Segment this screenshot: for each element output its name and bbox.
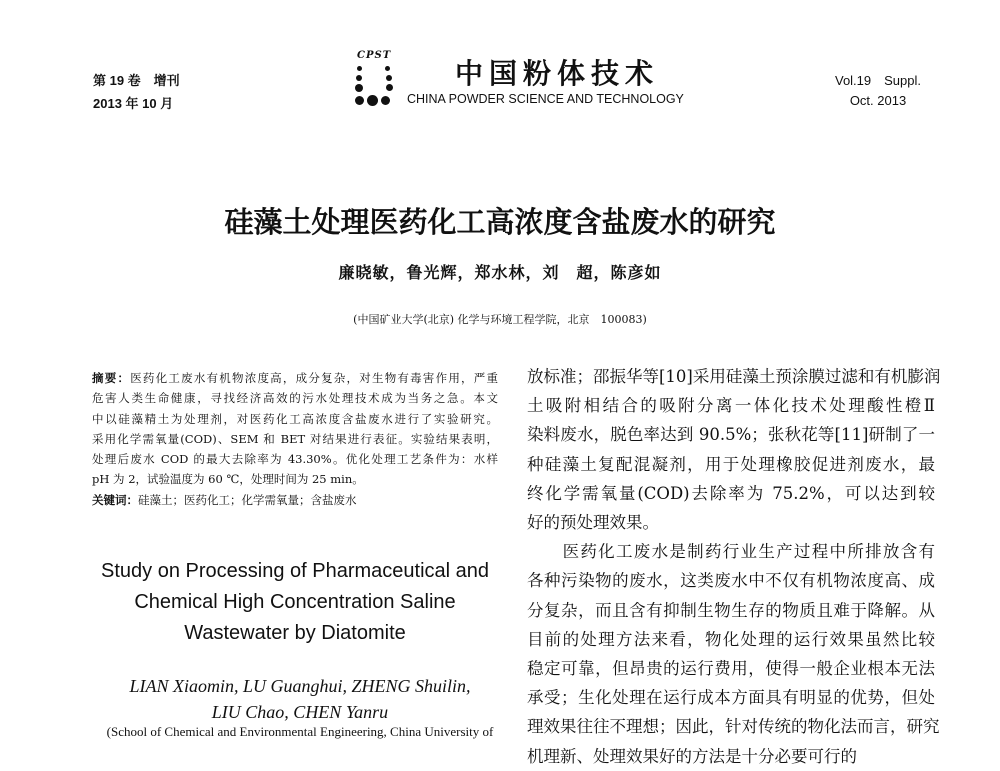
abstract-label: 摘要： — [92, 371, 131, 385]
journal-title-cn: 中国粉体技术 — [455, 57, 660, 90]
logo-letters: CPST — [357, 50, 392, 61]
authors-en: LIAN Xiaomin, LU Guanghui, ZHENG Shuilin, LIU Chao, CHEN Yanru — [129, 676, 471, 722]
body-line: 土吸附相结合的吸附分离一体化技术处理酸性橙Ⅱ — [527, 396, 935, 416]
volume-issue-cn: 第 19 卷 增刊 — [93, 73, 180, 88]
body-line: 放标准；邵振华等[10]采用硅藻土预涂膜过滤和有机膨润 — [527, 367, 941, 386]
abstract-line: pH 为 2，试验温度为 60 ℃，处理时间为 25 min。 — [92, 472, 364, 487]
body-line: 分复杂，而且含有抑制生物生存的物质且难于降解。从 — [527, 600, 935, 620]
paper-title-en: Study on Processing of Pharmaceutical and Chemical High Concentration Saline Wastewater by Diatomite — [101, 560, 489, 644]
abstract-line: 中以硅藻精土为处理剂，对医药化工高浓度含盐废水进行了实验研究。 — [92, 411, 498, 426]
body-line: 种硅藻土复配混凝剂，用于处理橡胶促进剂废水，最 — [527, 454, 935, 474]
volume-issue-en: Vol.19 Suppl. — [834, 73, 921, 88]
body-line: 好的预处理效果。 — [527, 513, 659, 533]
body-line: 终化学需氧量(COD)去除率为 75.2%，可以达到较 — [527, 483, 935, 503]
journal-title-en: CHINA POWDER SCIENCE AND TECHNOLOGY — [407, 92, 684, 106]
affiliation-cn: (中国矿业大学(北京) 化学与环境工程学院，北京 100083) — [353, 313, 647, 326]
authors-cn: 廉晓敏，鲁光辉，郑水林，刘 超，陈彦如 — [338, 263, 662, 282]
keywords: 关键词：硅藻土；医药化工；化学需氧量；含盐废水 — [92, 492, 357, 507]
abstract-line: 采用化学需氧量(COD)、SEM 和 BET 对结果进行表征。实验结果表明， — [92, 431, 498, 446]
body-line: 机理新、处理效果好的方法是十分必要可行的 — [527, 746, 857, 766]
body-line: 理效果往往不理想；因此，针对传统的物化法而言，研究 — [527, 717, 940, 737]
body-line: 稳定可靠，但昂贵的运行费用，使得一般企业根本无法 — [527, 659, 935, 679]
body-line: 承受；生化处理在运行成本方面具有明显的优势，但处 — [527, 688, 935, 708]
abstract-line: 处理后废水 COD 的最大去除率为 43.30%。优化处理工艺条件为：水样 — [92, 452, 498, 467]
journal-logo — [355, 50, 405, 106]
affiliation-en: (School of Chemical and Environmental Engineering, China University of — [106, 724, 494, 739]
body-text-right-column — [527, 362, 941, 771]
date-cn: 2013 年 10 月 — [93, 96, 174, 111]
abstract-line: 危害人类生命健康，寻找经济高效的污水处理技术成为当务之急。本文 — [92, 391, 498, 406]
abstract-cn — [92, 368, 498, 510]
paper-title-cn: 硅藻土处理医药化工高浓度含盐废水的研究 — [224, 205, 776, 239]
body-line: 目前的处理方法来看，物化处理的运行效果虽然比较 — [527, 629, 935, 649]
keywords-label: 关键词： — [92, 492, 138, 507]
body-line: 各种污染物的废水，这类废水中不仅有机物浓度高、成 — [527, 571, 935, 591]
body-line: 医药化工废水是制药行业生产过程中所排放含有 — [527, 542, 935, 562]
date-en: Oct. 2013 — [849, 93, 907, 108]
abstract-line: 摘要：医药化工废水有机物浓度高，成分复杂，对生物有毒害作用，严重 — [92, 371, 499, 385]
body-line: 染料废水，脱色率达到 90.5%；张秋花等[11]研制了一 — [527, 425, 935, 445]
